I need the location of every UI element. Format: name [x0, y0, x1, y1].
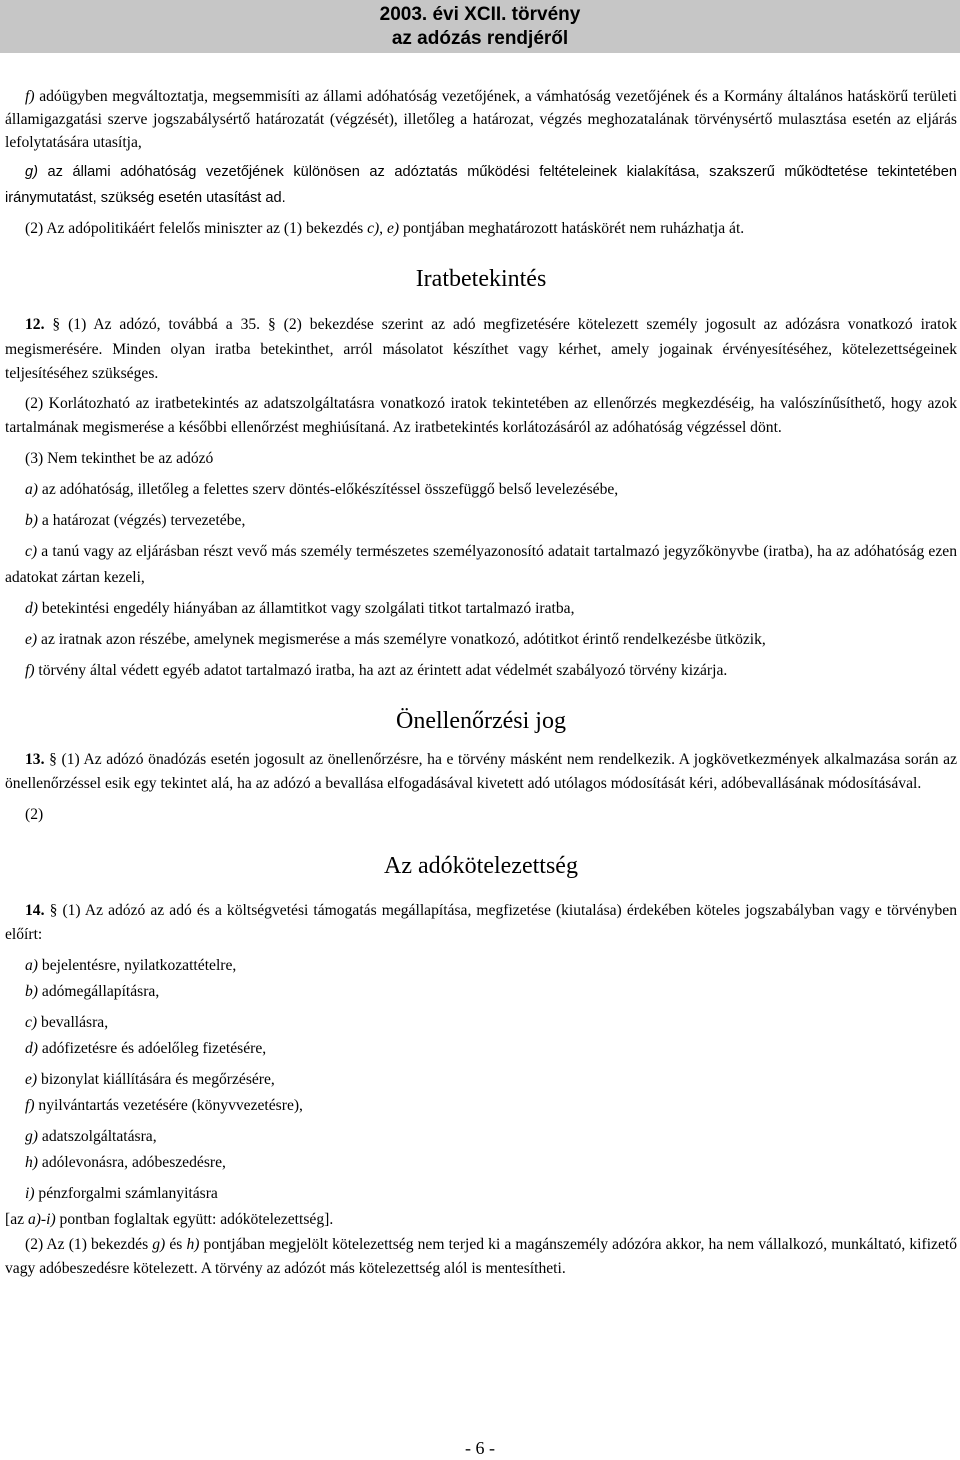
- obligation-item-g: g) adatszolgáltatásra,: [25, 1127, 157, 1145]
- obligation-item-a: a) bejelentésre, nyilatkozattételre,: [25, 956, 237, 974]
- obligation-item-i: i) pénzforgalmi számlanyitásra: [25, 1184, 218, 1202]
- header-law-subtitle: az adózás rendjéről: [391, 28, 569, 49]
- section-12-paragraph-1: 12. § (1) Az adózó, továbbá a 35. § (2) bekezdése szerint az adó megfizetésére kötelezett személy jogosult az adózásra vonatkozó iratok megismerésére. Minden olyan iratba betekinthet, arról másolatot készíthet vagy kérhet, amely jogainak érvényesítéséhez, kötelezettségeinek teljesítéséhez szükséges.: [5, 316, 957, 382]
- page-header: [0, 0, 960, 53]
- list-item-d: d) betekintési engedély hiányában az államtitkot vagy szolgálati titkot tartalmazó iratba,: [25, 599, 575, 617]
- list-item-b: b) a határozat (végzés) tervezetébe,: [25, 511, 246, 529]
- heading-iratbetekintes: Iratbetekintés: [415, 266, 547, 292]
- obligation-item-b: b) adómegállapításra,: [25, 982, 160, 1000]
- section-number: 12.: [25, 316, 45, 333]
- obligation-item-f: f) nyilvántartás vezetésére (könyvvezetésre),: [25, 1096, 303, 1114]
- obligation-item-c: c) bevallásra,: [25, 1013, 109, 1031]
- obligation-item-h: h) adólevonásra, adóbeszedésre,: [25, 1153, 226, 1171]
- document-body: [5, 85, 957, 1282]
- section-number: 13.: [25, 750, 45, 768]
- point-letter: g): [25, 164, 38, 180]
- obligation-item-e: e) bizonylat kiállítására és megőrzésére,: [25, 1070, 275, 1088]
- obligation-summary: [az a)-i) pontban foglaltak együtt: adókötelezettség].: [5, 1210, 334, 1228]
- section-13-paragraph-1: 13. § (1) Az adózó önadózás esetén jogosult az önellenőrzésre, ha e törvény másként nem rendelkezik. A jogkövetkezmények alkalmazása során az önellenőrzéssel esik egy tekintet alá, ha az adózó a bevallása elfogadásával kivetett adó utólagos módosítását kéri, adóbevallásának módosításával.: [5, 750, 957, 792]
- point-letter: f): [25, 88, 35, 105]
- section-14-paragraph-2: (2) Az (1) bekezdés g) és h) pontjában megjelölt kötelezettség nem terjed ki a magánszemély adózóra akkor, ha nem vállalkozó, munkáltató, kifizető vagy adóbeszedésre kötelezett. A törvény az adózót más kötelezettség alól is mentesítheti.: [5, 1235, 957, 1277]
- section-12-paragraph-3: (3) Nem tekinthet be az adózó: [25, 449, 214, 467]
- section-13-paragraph-2: (2): [25, 805, 44, 823]
- page-number: - 6 -: [465, 1438, 495, 1458]
- list-item-c: c) a tanú vagy az eljárásban részt vevő más személy természetes személyazonosító adatait tartalmazó jegyzőkönyvbe (iratba), ha az adóhatóság ezen adatokat zártan kezeli,: [5, 542, 957, 586]
- point-g-paragraph: g) az állami adóhatóság vezetőjének különösen az adóztatás működési feltételeinek kialakítása, szakszerű működtetése tekintetében iránymutatást, szükség esetén utasítást ad.: [5, 164, 957, 206]
- list-item-e: e) az iratnak azon részébe, amelynek megismerése a más személyre vonatkozó, adótitkot érintő rendelkezésbe ütközik,: [25, 630, 766, 648]
- list-item-a: a) az adóhatóság, illetőleg a felettes szerv döntés-előkészítéssel összefüggő belső levelezésébe,: [25, 480, 619, 498]
- point-f-paragraph: f) adóügyben megváltoztatja, megsemmisíti az állami adóhatóság vezetőjének, a vámhatóság vezetőjének és a Kormány általános hatáskörű területi államigazgatási szerve jogszabálysértő határozatát (végzését), illetőleg a határozat, végzés meghozatalának törvénysértő mulasztása esetén az eljárás lefolytatására utasítja,: [5, 88, 957, 151]
- obligation-item-d: d) adófizetésre és adóelőleg fizetésére,: [25, 1039, 267, 1057]
- heading-onellenorzesi-jog: Önellenőrzési jog: [396, 707, 566, 734]
- paragraph-2-minister: (2) Az adópolitikáért felelős miniszter az (1) bekezdés c), e) pontjában meghatározott hatáskörét nem ruházhatja át.: [25, 220, 745, 237]
- list-item-f: f) törvény által védett egyéb adatot tartalmazó iratba, ha azt az érintett adat védelmét szabályozó törvény kizárja.: [25, 661, 728, 679]
- section-number: 14.: [25, 901, 45, 919]
- header-law-title: 2003. évi XCII. törvény: [379, 4, 581, 25]
- section-14-paragraph-1: 14. § (1) Az adózó az adó és a költségvetési támogatás megállapítása, megfizetése (kiutalása) érdekében köteles jogszabályban vagy e törvényben előírt:: [5, 901, 957, 943]
- heading-adokotelezettseg: Az adókötelezettség: [384, 852, 578, 879]
- section-12-paragraph-2: (2) Korlátozható az iratbetekintés az adatszolgáltatásra vonatkozó iratok tekintetében az ellenőrzés megkezdéséig, ha valószínűsíthető, hogy azok tartalmának megismerése a későbbi ellenőrzést meghiúsítaná. Az iratbetekintés korlátozásáról az adóhatóság végzéssel dönt.: [5, 394, 957, 436]
